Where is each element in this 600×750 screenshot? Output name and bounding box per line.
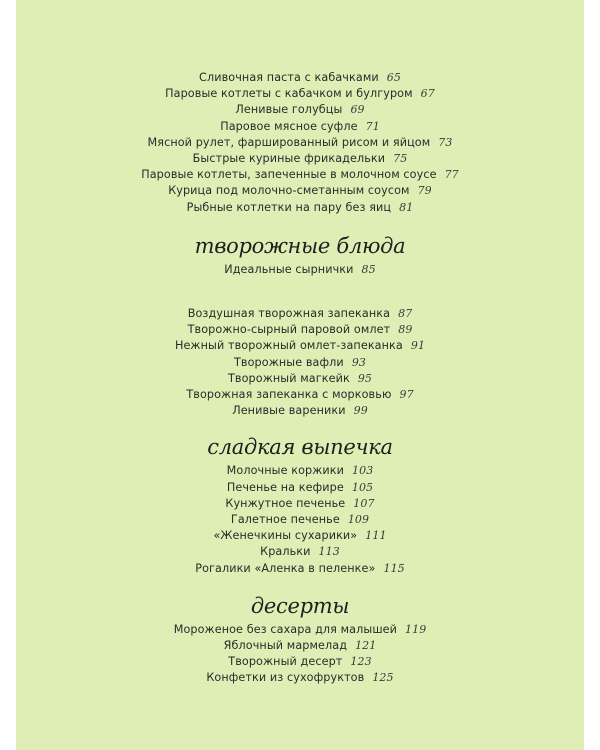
- toc-entry-page: 109: [347, 513, 370, 527]
- toc-entry-page: 67: [420, 87, 435, 101]
- toc-entry-title: Воздушная творожная запеканка: [187, 307, 391, 321]
- toc-entry-page: 103: [352, 464, 374, 478]
- toc-entry-title: Конфетки из сухофруктов: [206, 671, 365, 685]
- toc-entry-title: Печенье на кефире: [226, 480, 344, 494]
- toc-entry-page: 89: [398, 323, 413, 337]
- toc-entry[interactable]: [16, 670, 584, 686]
- toc-entry-page: 87: [398, 307, 413, 321]
- toc-entry-title: Сливочная паста с кабачками: [199, 71, 379, 84]
- toc-entry-page: 93: [351, 355, 367, 369]
- toc-entry-title: Рыбные котлетки на пару без яиц: [186, 200, 392, 214]
- toc-section-curd-dishes-continued: [16, 306, 584, 419]
- toc-entry-page: 99: [353, 404, 368, 418]
- table-of-contents: [16, 70, 584, 687]
- toc-entry-title: Галетное печенье: [230, 513, 340, 527]
- toc-entry-title: Мороженое без сахара для малышей: [173, 622, 398, 636]
- toc-section-curd-dishes: [16, 262, 584, 278]
- toc-entry[interactable]: [16, 654, 584, 670]
- toc-entry-title: «Женечкины сухарики»: [213, 529, 358, 543]
- toc-entry-page: 121: [355, 639, 377, 653]
- toc-section-desserts: [16, 622, 584, 687]
- toc-entry[interactable]: [16, 561, 584, 577]
- toc-entry-title: Быстрые куриные фрикадельки: [192, 152, 386, 166]
- toc-entry[interactable]: [16, 70, 584, 86]
- toc-entry-title: Кральки: [260, 545, 311, 559]
- toc-entry-title: Творожный десерт: [228, 655, 343, 669]
- toc-entry[interactable]: [16, 463, 584, 479]
- toc-entry-title: Курица под молочно-сметанным соусом: [168, 184, 410, 198]
- toc-entry-title: Ленивые голубцы: [235, 103, 343, 117]
- toc-entry-page: 125: [372, 671, 394, 685]
- toc-entry-page: 123: [350, 655, 372, 669]
- toc-entry[interactable]: [16, 306, 584, 322]
- toc-entry[interactable]: [16, 371, 584, 387]
- toc-entry-title: Паровые котлеты с кабачком и булгуром: [165, 87, 413, 101]
- toc-entry[interactable]: [16, 322, 584, 338]
- toc-entry[interactable]: [16, 86, 584, 102]
- section-heading-desserts: десерты: [250, 593, 350, 618]
- toc-entry[interactable]: [16, 200, 584, 216]
- toc-entry-title: Молочные коржики: [226, 464, 345, 478]
- book-page: [16, 0, 584, 750]
- toc-entry-page: 73: [438, 135, 453, 149]
- toc-entry[interactable]: [16, 151, 584, 167]
- toc-entry-page: 111: [365, 529, 387, 543]
- toc-entry[interactable]: [16, 403, 584, 419]
- toc-entry[interactable]: [16, 544, 584, 560]
- toc-entry-title: Паровые котлеты, запеченные в молочном соусе: [141, 168, 437, 182]
- toc-entry-page: 69: [350, 103, 365, 117]
- toc-entry-page: 107: [353, 496, 375, 510]
- toc-entry-page: 81: [399, 200, 414, 214]
- section-spacer: [16, 278, 584, 306]
- toc-entry-page: 113: [318, 545, 340, 559]
- toc-entry[interactable]: [16, 355, 584, 371]
- toc-entry-title: Творожная запеканка с морковью: [186, 388, 392, 402]
- toc-entry-page: 95: [357, 371, 373, 385]
- toc-section-sweet-baking: [16, 463, 584, 576]
- toc-entry[interactable]: [16, 338, 584, 354]
- toc-entry-title: Ленивые вареники: [232, 404, 346, 418]
- toc-entry-title: Яблочный мармелад: [223, 639, 348, 653]
- toc-entry-page: 119: [405, 622, 427, 636]
- toc-entry-page: 105: [351, 480, 374, 494]
- toc-entry[interactable]: [16, 622, 584, 638]
- toc-entry-title: Кунжутное печенье: [225, 496, 346, 510]
- toc-entry[interactable]: [16, 102, 584, 118]
- toc-entry-page: 77: [444, 168, 459, 182]
- toc-entry[interactable]: [16, 119, 584, 135]
- toc-entry-title: Паровое мясное суфле: [220, 119, 358, 133]
- toc-entry-title: Творожно-сырный паровой омлет: [187, 323, 391, 337]
- section-heading-sweet-baking: сладкая выпечка: [207, 435, 393, 460]
- toc-entry-title: Нежный творожный омлет-запеканка: [174, 339, 403, 353]
- toc-entry[interactable]: [16, 512, 584, 528]
- toc-entry-title: Рогалики «Аленка в пеленке»: [195, 561, 376, 575]
- toc-entry-page: 71: [365, 119, 380, 133]
- toc-entry[interactable]: [16, 135, 584, 151]
- toc-entry-title: Творожные вафли: [233, 355, 344, 369]
- section-heading-curd-dishes: творожные блюда: [194, 233, 406, 258]
- toc-entry[interactable]: [16, 262, 584, 278]
- toc-entry[interactable]: [16, 638, 584, 654]
- toc-entry-page: 97: [399, 388, 414, 402]
- toc-entry[interactable]: [16, 183, 584, 199]
- toc-entry-title: Идеальные сырнички: [224, 262, 354, 276]
- toc-entry[interactable]: [16, 387, 584, 403]
- toc-entry-title: Творожный магкейк: [227, 371, 350, 385]
- toc-entry-page: 115: [383, 561, 405, 575]
- toc-entry[interactable]: [16, 167, 584, 183]
- toc-entry[interactable]: [16, 528, 584, 544]
- toc-entry-page: 79: [417, 184, 432, 198]
- toc-entry-title: Мясной рулет, фаршированный рисом и яйцом: [147, 135, 431, 149]
- toc-entry-page: 85: [361, 262, 376, 276]
- toc-entry[interactable]: [16, 480, 584, 496]
- toc-section-main-dishes: [16, 70, 584, 216]
- toc-entry-page: 75: [393, 152, 408, 166]
- toc-entry-page: 65: [386, 71, 401, 84]
- toc-entry-page: 91: [410, 339, 426, 353]
- toc-entry[interactable]: [16, 496, 584, 512]
